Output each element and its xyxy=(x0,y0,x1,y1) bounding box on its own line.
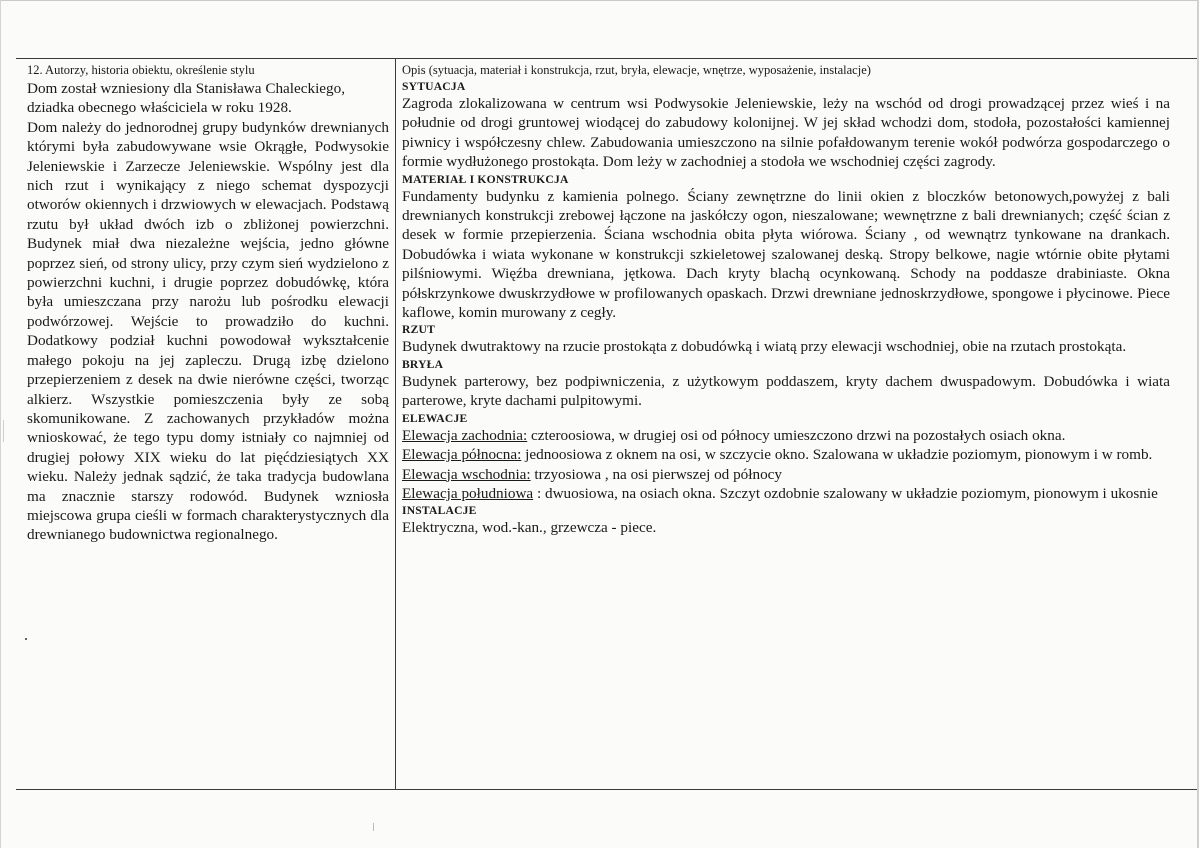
section-title-sytuacja: SYTUACJA xyxy=(402,80,466,93)
stray-dot-mark xyxy=(25,638,27,640)
table-top-border xyxy=(16,58,1197,59)
scan-mark xyxy=(3,420,4,442)
elevation-east-label: Elewacja wschodnia: xyxy=(402,465,531,483)
elevation-west xyxy=(402,426,1170,445)
table-bottom-border xyxy=(16,789,1197,790)
section-text-sytuacja: Zagroda zlokalizowana w centrum wsi Podwysokie Jeleniewskie, leży na wschód od drogi prowadzącej przez wieś i na południe od drogi gruntowej wiodącej do zabudowy kolonijnej. W jej skład wchodzi dom, stodoła, pozostałości kamiennej piwnicy i współczesny chlew. Zabudowania umieszczono na silnie pofałdowanym terenie wokół podwórza gospodarczego o formie wydłużonego prostokąta. Dom leży w zachodniej a stodoła we wschodniej części zagrody. xyxy=(402,95,1170,171)
elevation-north-label: Elewacja północna: xyxy=(402,446,522,464)
scan-edge-top xyxy=(0,0,1199,1)
history-paragraph-1: Dom został wzniesiony dla Stanisława Chaleckiego, dziadka obecnego właściciela w roku 1928. xyxy=(27,80,346,117)
section-text-material: Fundamenty budynku z kamienia polnego. Ściany zewnętrzne do linii okien z bloczków betonowych,powyżej z bali drewnianych konstrukcji zrebowej łączone na jaskółczy ogon, nieszalowane; wewnętrzne z bali drewnianych; część ścian z desek w formie przepierzenia. Ściana wschodnia obita płyta wiórowa. Ściany , od wewnątrz tynkowane na drankach. Dobudówka i wiata wykonane w konstrukcji szkieletowej szalowanej deską. Stropy belkowe, nagie wtórnie obite płytami pilśniowymi. Więźba drewniana, jętkowa. Dach kryty blachą ocynkowaną. Schody na poddasze drabiniaste. Okna półskrzynkowe dwuskrzydłowe w profilowanych opaskach. Drzwi drewniane jednoskrzydłowe, spongowe i płycinowe. Piece kaflowe, komin murowany z cegły. xyxy=(402,187,1170,322)
elevation-north xyxy=(402,445,1170,464)
section-text-instalacje: Elektryczna, wod.-kan., grzewcza - piece. xyxy=(402,519,657,537)
elevation-east xyxy=(402,465,1170,484)
elevation-west-text: czteroosiowa, w drugiej osi od północy umieszczono drzwi na pozostałych osiach okna. xyxy=(527,426,1066,444)
elevation-north-text: jednoosiowa z oknem na osi, w szczycie okno. Szalowana w układzie poziomym, pionowym i w romb. xyxy=(521,446,1153,464)
section-title-rzut: RZUT xyxy=(402,323,436,337)
section-title-elewacje: ELEWACJE xyxy=(402,411,468,425)
elevation-south xyxy=(402,484,1170,503)
elevation-east-text: trzyosiowa , na osi pierwszej od północy xyxy=(530,465,783,483)
elevation-south-label: Elewacja południowa xyxy=(402,484,534,502)
section-text-rzut: Budynek dwutraktowy na rzucie prostokąta z dobudówką i wiatą przy elewacji wschodniej, obie na rzutach prostokąta. xyxy=(402,338,1127,356)
elevation-west-label: Elewacja zachodnia: xyxy=(402,426,528,444)
section-text-bryla: Budynek parterowy, bez podpiwniczenia, z użytkowym poddaszem, kryty dachem dwuspadowym. Dobudówka i wiata parterowe, kryte dachami pulpitowymi. xyxy=(402,372,1170,410)
history-column xyxy=(27,62,389,545)
description-heading: Opis (sytuacja, materiał i konstrukcja, rzut, bryła, elewacje, wnętrze, wyposażenie, instalacje) xyxy=(402,63,871,77)
elevation-south-text: : dwuosiowa, na osiach okna. Szczyt ozdobnie szalowany w układzie poziomym, pionowym i ukosnie xyxy=(533,484,1158,502)
scan-edge-left xyxy=(0,0,1,848)
history-paragraph-2: Dom należy do jednorodnej grupy budynków drewnianych którymi była zabudowywane wsie Okrągłe, Podwysokie Jeleniewskie i Zarzecze Jeleniewskie. Wspólny jest dla nich rzut i wynikający z niego schemat dyspozycji otworów okiennych i drzwiowych w elewacjach. Podstawą rzutu był układ dwóch izb o zbliżonej powierzchni. Budynek miał dwa niezależne wejścia, jedno główne poprzez sień, od strony ulicy, przy czym sień wydzielono z powierzchni kuchni, i drugie poprzez dobudówkę, która była umieszczana przy narożu lub pośrodku elewacji podwórzowej. Wejście to prowadziło do kuchni. Dodatkowy podział kuchni powodował wykształcenie małego pokoju na jej zapleczu. Drugą izbę dzielono przepierzeniem z desek na dwie nierówne części, tworząc alkierz. Wszystkie pomieszczenia były ze sobą skomunikowane. Z zachowanych przykładów można wnioskować, że tego typu domy istniały co najmniej od drugiej połowy XIX wieku do lat pięćdziesiątych XX wieku. Należy jednak sądzić, że taka tradycja budowlana ma znacznie starszy rodowód. Budynek wzniosła miejscowa grupa cieśli w formach charakterystycznych dla drewnianego budownictwa regionalnego. xyxy=(27,118,389,544)
description-column xyxy=(402,62,1170,538)
section-title-bryla: BRYŁA xyxy=(402,357,444,371)
section-title-instalacje: INSTALACJE xyxy=(402,504,477,518)
history-heading: 12. Autorzy, historia obiektu, określenie stylu xyxy=(27,63,255,77)
column-divider xyxy=(395,58,396,790)
scan-speck xyxy=(373,823,374,831)
section-title-material: MATERIAŁ I KONSTRUKCJA xyxy=(402,172,569,186)
